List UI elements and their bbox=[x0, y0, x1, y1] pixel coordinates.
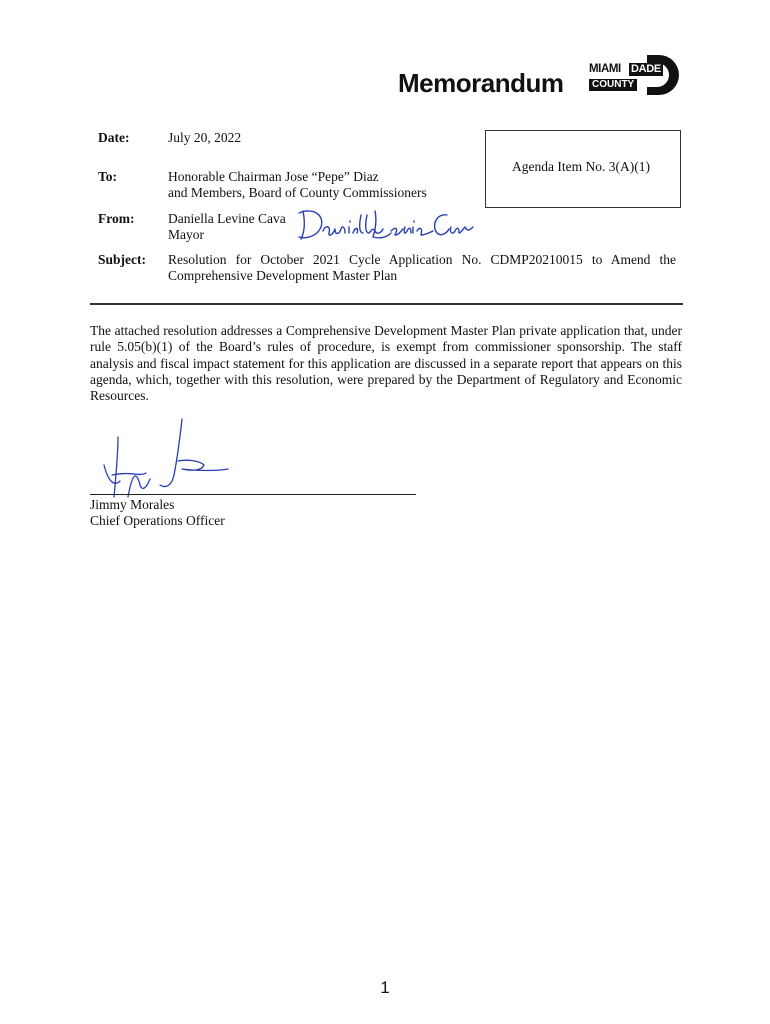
body-paragraph: The attached resolution addresses a Comprehensive Development Master Plan private application that, under rule 5.05(b)(1) of the Board’s rules of procedure, is exempt from commissioner sponsorship. The staff analysis and fiscal impact statement for this application are discussed in a separate report that appears on this agenda, which, together with this resolution, were prepared by the Department of Regulatory and Economic Resources. bbox=[90, 323, 682, 404]
subject-label: Subject: bbox=[98, 252, 146, 267]
agenda-item-number: Agenda Item No. 3(A)(1) bbox=[512, 159, 650, 174]
signer-title: Chief Operations Officer bbox=[90, 513, 225, 528]
to-label: To: bbox=[98, 169, 118, 184]
miami-dade-county-logo bbox=[589, 53, 681, 97]
date-label: Date: bbox=[98, 130, 130, 145]
signer-name: Jimmy Morales bbox=[90, 497, 175, 512]
to-recipient-line2: and Members, Board of County Commissioners bbox=[168, 185, 427, 200]
subject-line1: Resolution for October 2021 Cycle Application No. CDMP20210015 to Amend the bbox=[168, 252, 676, 267]
signature-line bbox=[90, 494, 416, 495]
date-value: July 20, 2022 bbox=[168, 130, 242, 145]
subject-line2: Comprehensive Development Master Plan bbox=[168, 268, 398, 283]
coo-signature bbox=[100, 415, 235, 505]
header-divider bbox=[90, 303, 683, 305]
from-label: From: bbox=[98, 211, 135, 226]
memorandum-title: Memorandum bbox=[398, 68, 564, 98]
logo-miami-text: MIAMI bbox=[589, 63, 621, 75]
logo-county-text: COUNTY bbox=[589, 79, 637, 91]
to-recipient-line1: Honorable Chairman Jose “Pepe” Diaz bbox=[168, 169, 379, 184]
page-number: 1 bbox=[380, 978, 390, 997]
from-sender-title: Mayor bbox=[168, 227, 204, 242]
from-sender-name: Daniella Levine Cava bbox=[168, 211, 286, 226]
mayor-signature bbox=[295, 205, 475, 245]
logo-dade-text: DADE bbox=[631, 63, 661, 75]
agenda-item-box bbox=[485, 130, 681, 208]
